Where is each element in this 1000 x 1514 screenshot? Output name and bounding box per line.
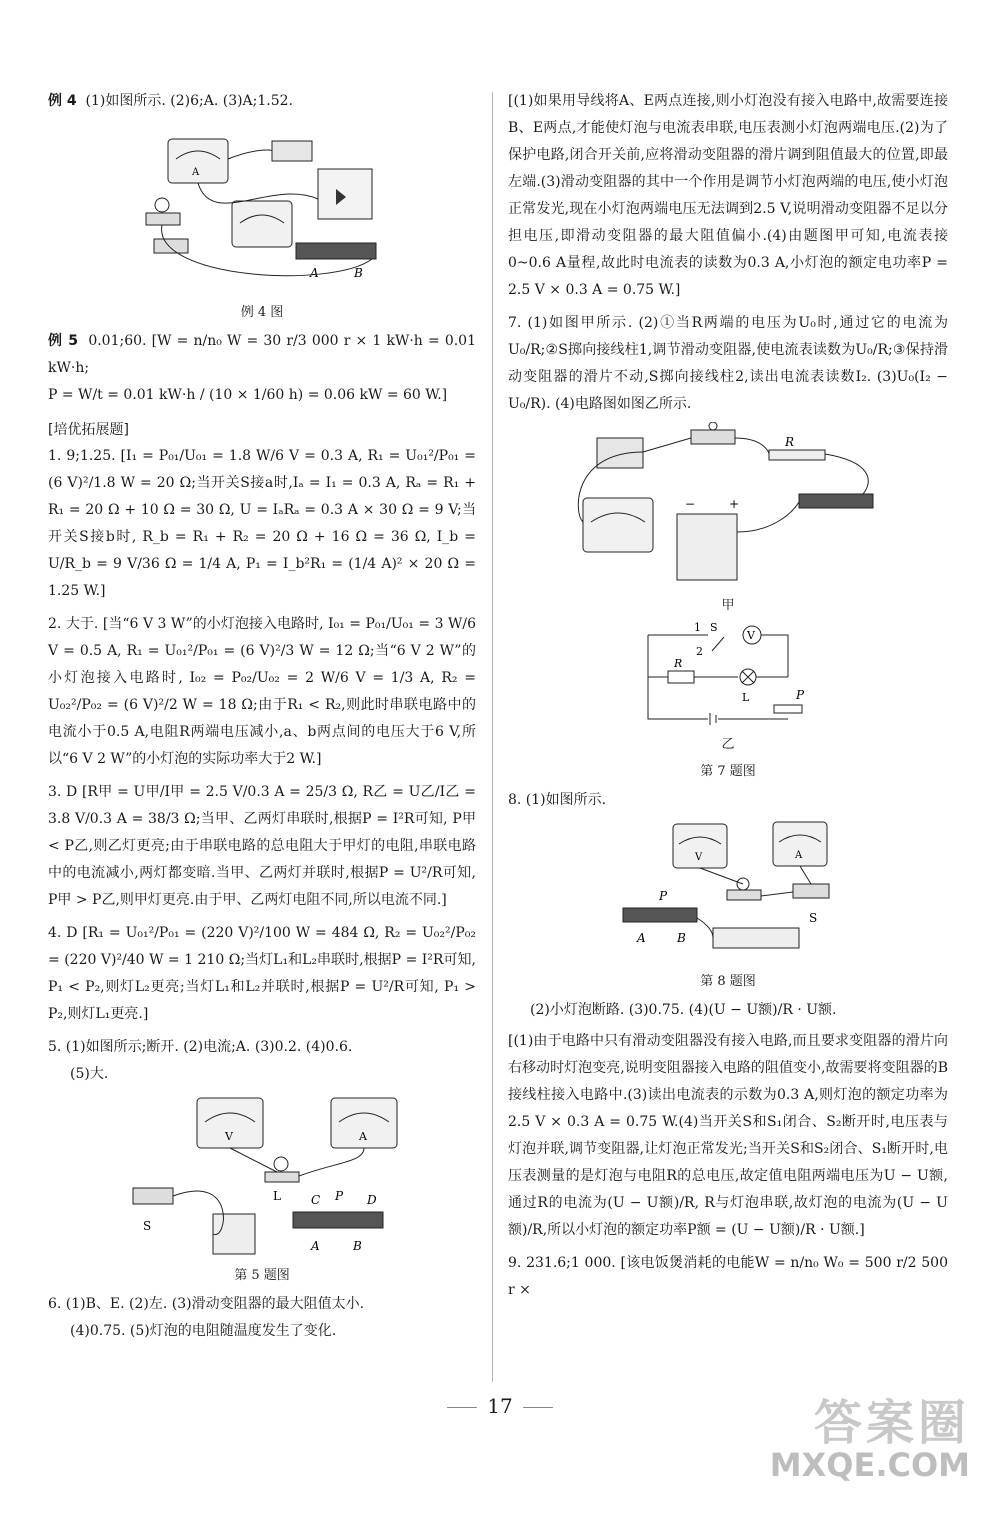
svg-text:A: A	[359, 1130, 367, 1143]
question-6: 6. (1)B、E. (2)左. (3)滑动变阻器的最大阻值太小.	[48, 1296, 365, 1312]
svg-text:2: 2	[696, 645, 703, 658]
question-7-caption: 第 7 题图	[700, 764, 756, 779]
svg-text:V: V	[747, 629, 755, 642]
question-4: 4. D [R₁ = U₀₁²/P₀₁ = (220 V)²/100 W = 484 Ω, R₂ = U₀₂²/P₀₂ = (220 V)²/40 W = 1 210 Ω;当灯L₁和L₂串联时,根据P = I²R可知, P₁ < P₂,则灯L₂更亮;当灯L₁和L₂并联时,根据P = U²/R可知, P₁ > P₂,则灯L₁更亮.]	[48, 925, 476, 1022]
question-6-explanation: [(1)如果用导线将A、E两点连接,则小灯泡没有接入电路中,故需要连接B、E两点,才能使灯泡与电流表串联,电压表测小灯泡两端电压.(2)为了保护电路,闭合开关前,应将滑动变阻器的滑片调到阻值最大的位置,即最左端.(3)滑动变阻器的其中一个作用是调节小灯泡两端的电压,使小灯泡正常发光,现在小灯泡两端电压无法调到2.5 V,说明滑动变阻器不足以分担电压,即滑动变阻器的最大阻值偏小.(4)由题图甲可知,电流表接0~0.6 A量程,故此时电流表的读数为0.3 A,小灯泡的额定电功率P = 2.5 V × 0.3 A = 0.75 W.]	[508, 93, 948, 298]
question-8: 8. (1)如图所示.	[508, 792, 607, 808]
question-6-continued: (4)0.75. (5)灯泡的电阻随温度发生了变化.	[70, 1323, 337, 1339]
watermark-line-1: 答案圈	[813, 1395, 970, 1451]
question-8-caption: 第 8 题图	[700, 974, 756, 989]
svg-text:L: L	[273, 1189, 281, 1203]
question-7-figure-yi	[638, 621, 818, 731]
svg-text:C: C	[311, 1193, 321, 1207]
example-5-label: 例 5	[48, 333, 79, 349]
example-5	[48, 328, 476, 382]
question-1: 1. 9;1.25. [I₁ = P₀₁/U₀₁ = 1.8 W/6 V = 0.3 A, R₁ = U₀₁²/P₀₁ = (6 V)²/1.8 W = 20 Ω;当开关S接a时,Iₐ = I₁ = 0.3 A, Rₐ = R₁ + R₁ = 20 Ω + 10 Ω = 30 Ω, U = IₐRₐ = 0.3 A × 30 Ω = 9 V;当开关S接b时, R_b = R₁ + R₂ = 20 Ω + 16 Ω = 36 Ω, I_b = U/R_b = 9 V/36 Ω = 1/4 A, P₁ = I_b²R₁ = (1/4 A)² × 20 Ω = 1.25 W.]	[48, 448, 476, 599]
svg-text:A: A	[192, 167, 200, 178]
svg-text:R: R	[785, 435, 795, 449]
question-5-circuit-figure	[117, 1092, 407, 1262]
right-column	[508, 88, 948, 1304]
question-7-label-yi: 乙	[721, 737, 735, 752]
question-7-figure-jia	[573, 422, 883, 592]
svg-text:S: S	[143, 1219, 152, 1233]
svg-text:B: B	[353, 1239, 362, 1253]
question-9: 9. 231.6;1 000. [该电饭煲消耗的电能W = n/n₀ W₀ = 500 r/2 500 r ×	[508, 1255, 948, 1298]
svg-text:B: B	[677, 931, 686, 945]
svg-text:L: L	[742, 691, 750, 704]
watermark-logo	[769, 1384, 970, 1494]
svg-text:1: 1	[694, 621, 701, 634]
svg-text:A: A	[637, 931, 646, 945]
example-4-answer: (1)如图所示. (2)6;A. (3)A;1.52.	[85, 93, 294, 109]
question-8-explanation: [(1)由于电路中只有滑动变阻器没有接入电路,而且要求变阻器的滑片向右移动时灯泡变亮,说明变阻器接入电路的阻值变小,故需要将变阻器的B接线柱接入电路中.(3)读出电流表的示数为0.3 A,则灯泡的额定功率为2.5 V × 0.3 A = 0.75 W.(4)当开关S和S₁闭合、S₂断开时,电压表与灯泡并联,调节变阻器,让灯泡正常发光;当开关S和S₂闭合、S₁断开时,电压表测量的是灯泡与电阻R的总电压,故定值电阻两端电压为U − U额,通过R的电流为(U − U额)/R, R与灯泡串联,故灯泡的电流为(U − U额)/R,所以小灯泡的额定功率P额 = (U − U额)/R · U额.]	[508, 1033, 948, 1238]
question-5-caption: 第 5 题图	[234, 1268, 290, 1283]
example-5-answer: 0.01;60. [W = n/n₀ W = 30 r/3 000 r × 1 kW·h = 0.01 kW·h;	[48, 333, 476, 376]
svg-text:V: V	[225, 1130, 233, 1143]
example-4-caption: 例 4 图	[240, 305, 284, 320]
section-heading: [培优拓展题]	[48, 422, 129, 438]
svg-text:B: B	[354, 266, 363, 280]
watermark-line-2: MXQE.COM	[769, 1446, 970, 1484]
question-3: 3. D [R甲 = U甲/I甲 = 2.5 V/0.3 A = 25/3 Ω, R乙 = U乙/I乙 = 3.8 V/0.3 A = 38/3 Ω;当甲、乙两灯串联时,根据P = I²R可知, P甲 < P乙,则乙灯更亮;由于串联电路的总电阻大于甲灯的电阻,串联电路中的电流减小,两灯都变暗.当甲、乙两灯并联时,根据P = U²/R可知, P甲 > P乙,则甲灯更亮.由于甲、乙两灯电阻不同,所以电流不同.]	[48, 784, 476, 908]
example-5-continued: P = W/t = 0.01 kW·h / (10 × 1/60 h) = 0.06 kW = 60 W.]	[48, 387, 448, 403]
svg-text:−: −	[685, 497, 696, 511]
svg-text:P: P	[659, 889, 668, 903]
question-5-part-5: (5)大.	[70, 1066, 109, 1082]
svg-text:P: P	[335, 1189, 344, 1203]
question-5: 5. (1)如图所示;断开. (2)电流;A. (3)0.2. (4)0.6.	[48, 1039, 353, 1055]
svg-text:A: A	[310, 266, 319, 280]
example-4	[48, 88, 476, 115]
question-7: 7. (1)如图甲所示. (2)①当R两端的电压为U₀时,通过它的电流为U₀/R;②S掷向接线柱1,调节滑动变阻器,使电流表读数为U₀/R;③保持滑动变阻器的滑片不动,S掷向接线柱2,读出电流表读数I₂. (3)U₀(I₂ − U₀/R). (4)电路图如图乙所示.	[508, 315, 948, 412]
page-number-text: 17	[487, 1394, 513, 1418]
question-7-label-jia: 甲	[721, 598, 735, 613]
svg-text:D: D	[367, 1193, 377, 1207]
svg-text:A: A	[795, 850, 803, 861]
column-divider	[492, 92, 493, 1382]
svg-text:A: A	[311, 1239, 320, 1253]
left-column	[48, 88, 476, 1345]
question-8-circuit-figure	[613, 818, 843, 968]
svg-text:R: R	[674, 657, 683, 670]
svg-text:V: V	[695, 852, 703, 863]
question-8-answers: (2)小灯泡断路. (3)0.75. (4)(U − U额)/R · U额.	[530, 1002, 837, 1018]
svg-text:S: S	[809, 911, 818, 925]
svg-text:+: +	[729, 497, 740, 511]
question-2: 2. 大于. [当“6 V 3 W”的小灯泡接入电路时, I₀₁ = P₀₁/U₀₁ = 3 W/6 V = 0.5 A, R₁ = U₀₁²/P₀₁ = (6 V)²/3 W = 12 Ω;当“6 V 2 W”的小灯泡接入电路时, I₀₂ = P₀₂/U₀₂ = 2 W/6 V = 1/3 A, R₂ = U₀₂²/P₀₂ = (6 V)²/2 W = 18 Ω;由于R₁ < R₂,则此时串联电路中的电流小于0.5 A,电阻R两端电压减小,a、b两点间的电压大于6 V,所以“6 V 2 W”的小灯泡的实际功率大于2 W.]	[48, 616, 476, 767]
example-4-label: 例 4	[48, 93, 77, 109]
example-4-circuit-figure	[132, 119, 392, 299]
svg-text:S: S	[710, 621, 718, 634]
svg-text:P: P	[796, 688, 805, 702]
